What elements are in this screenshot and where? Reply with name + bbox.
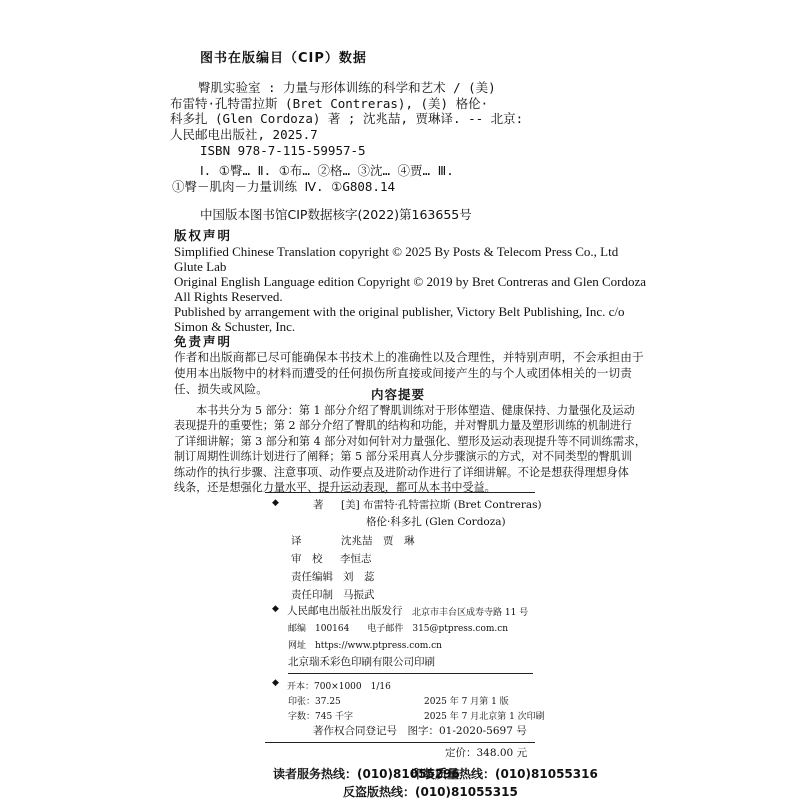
imprint-bottom-rule	[265, 742, 535, 743]
summary-line: 练动作的执行步骤、注意事项、动作要点及进阶动作进行了详细讲解。不论是想获得理想身体	[174, 465, 629, 479]
translator-label: 译	[291, 535, 302, 547]
author-name-2: 格伦·科多扎 (Glen Cordoza)	[366, 516, 506, 528]
summary-heading: 内容提要	[371, 387, 426, 402]
reviewer-label: 审 校	[291, 553, 323, 565]
cip-class-line-2: ①臀－肌肉－力量训练 Ⅳ. ①G808.14	[172, 178, 395, 194]
copyright-line: Original English Language edition Copyright © 2019 by Bret Contreras and Glen Cordoza	[174, 274, 647, 289]
copyright-line: Glute Lab	[174, 259, 227, 274]
translator-name: 沈兆喆 贾 琳	[341, 535, 415, 547]
cip-classification	[172, 163, 454, 194]
word-count: 字数：745 千字	[288, 712, 354, 722]
copyright-line: All Rights Reserved.	[174, 289, 283, 304]
quality-hotline: 印装质量热线：(010)81055316	[411, 767, 598, 781]
cip-title: 图书在版编目（CIP）数据	[200, 51, 367, 66]
editor-label: 责任编辑	[291, 571, 333, 583]
imprint-mid-rule	[288, 673, 533, 674]
disclaimer-line: 作者和出版商都已尽可能确保本书技术上的准确性以及合理性，并特别声明，不会承担由于	[174, 350, 644, 364]
copyright-line: Published by arrangement with the original publisher, Victory Belt Publishing, Inc. c/o	[174, 304, 625, 319]
summary-line: 本书共分为 5 部分：第 1 部分介绍了臀肌训练对于形体塑造、健康保持、力量强化及运动	[196, 404, 635, 417]
copyright-statement	[174, 244, 646, 334]
summary-line: 制订周期性训练计划进行了阐释；第 5 部分采用真人分步骤演示的方式，对不同类型的臀肌训	[174, 450, 632, 464]
copyright-line: Simon & Schuster, Inc.	[174, 319, 296, 334]
diamond-bullet-icon: ◆	[272, 678, 279, 688]
cip-publisher-line: 人民邮电出版社, 2025.7	[170, 127, 318, 143]
printer: 北京瑞禾彩色印刷有限公司印刷	[288, 656, 435, 668]
author-name-1: [美] 布雷特·孔特雷拉斯 (Bret Contreras)	[341, 499, 542, 511]
postcode-email: 邮编 100164 电子邮件 315@ptpress.com.cn	[288, 624, 509, 634]
anti-piracy-hotline: 反盗版热线：(010)81055315	[343, 785, 518, 799]
diamond-bullet-icon: ◆	[272, 604, 279, 614]
print-sheets: 印张：37.25	[288, 697, 341, 707]
printing-name: 马振武	[343, 589, 375, 601]
summary-text	[174, 403, 646, 495]
editor-name: 刘 蕊	[343, 571, 375, 583]
copyright-registration: 著作权合同登记号 图字：01-2020-5697 号	[313, 725, 527, 737]
website: 网址 https://www.ptpress.com.cn	[288, 641, 442, 651]
book-format: 开本：700×1000 1/16	[287, 682, 391, 692]
copyright-line: Simplified Chinese Translation copyright © 2025 By Posts & Telecom Press Co., Ltd	[174, 244, 619, 259]
edition: 2025 年 7 月第 1 版	[424, 697, 509, 707]
printing-label: 责任印制	[291, 589, 333, 601]
disclaimer-heading: 免责声明	[174, 334, 233, 349]
disclaimer-line: 使用本出版物中的材料而遭受的任何损伤所直接或间接产生的与个人或团体相关的一切责	[174, 366, 633, 380]
summary-line: 表现提升的重要性；第 2 部分介绍了臀肌的结构和功能，并对臀肌力量及塑形训练的机制进行	[174, 419, 632, 433]
copyright-heading: 版权声明	[174, 228, 233, 243]
publisher-address: 北京市丰台区成寿寺路 11 号	[412, 608, 529, 618]
reader-service-hotline: 读者服务热线：(010)81055296	[273, 767, 460, 781]
publisher: 人民邮电出版社出版发行	[287, 605, 403, 617]
author-label: 著	[313, 499, 324, 511]
diamond-bullet-icon: ◆	[272, 498, 279, 508]
cip-isbn: ISBN 978-7-115-59957-5	[200, 142, 366, 158]
cip-record	[170, 80, 523, 159]
reviewer-name: 李恒志	[340, 553, 372, 565]
cip-verify-number: 中国版本图书馆CIP数据核字(2022)第163655号	[200, 207, 472, 222]
cip-translator-line: 科多扎 (Glen Cordoza) 著 ; 沈兆喆, 贾琳译. -- 北京:	[170, 111, 524, 127]
cip-author-line: 布雷特·孔特雷拉斯 (Bret Contreras), (美) 格伦·	[170, 95, 489, 111]
imprint-top-rule	[265, 492, 535, 493]
summary-line: 线条，还是想强化力量水平、提升运动表现，都可从本书中受益。	[174, 481, 496, 495]
cip-class-line-1: Ⅰ. ①臀… Ⅱ. ①布… ②格… ③沈… ④贾… Ⅲ.	[200, 163, 454, 178]
summary-line: 了详细讲解；第 3 部分和第 4 部分对如何针对力量强化、塑形及运动表现提升等不同训练需求，	[174, 434, 646, 448]
cip-title-line: 臀肌实验室 : 力量与形体训练的科学和艺术 / (美)	[198, 80, 496, 95]
impression: 2025 年 7 月北京第 1 次印刷	[424, 712, 545, 722]
disclaimer-line: 任、损失或风险。	[174, 382, 268, 396]
price: 定价：348.00 元	[445, 747, 528, 759]
